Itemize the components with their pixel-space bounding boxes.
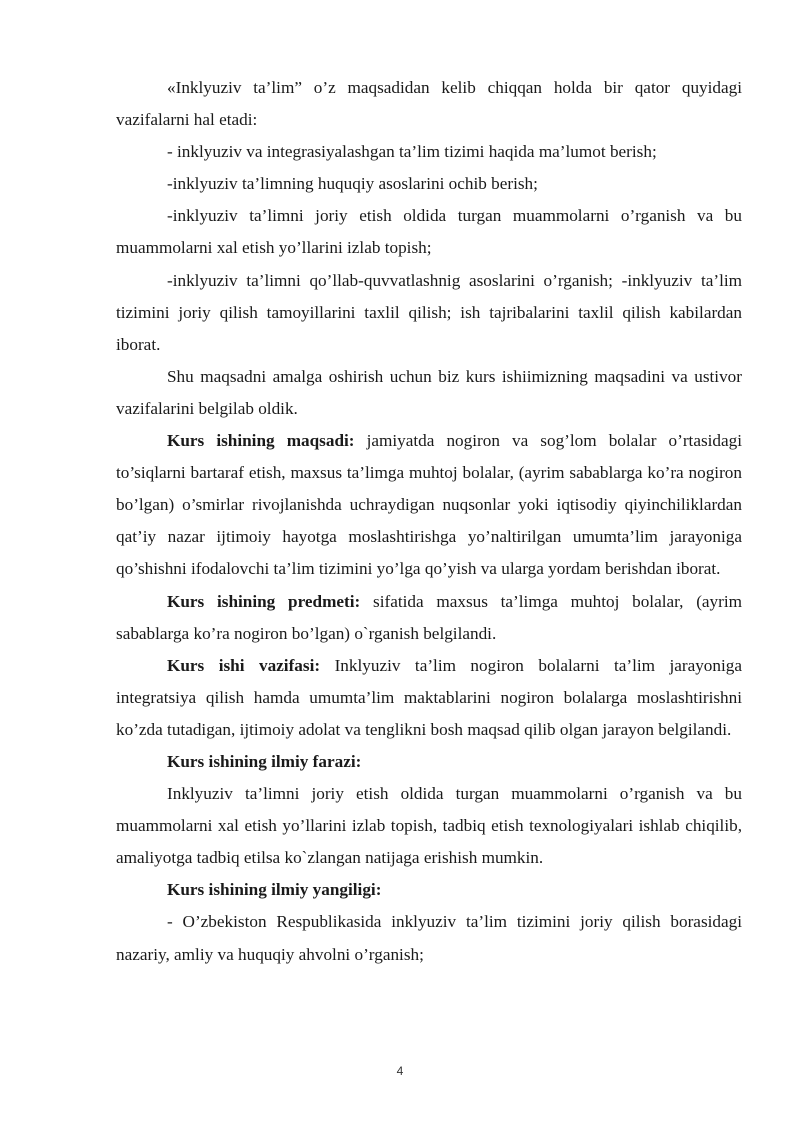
intro-paragraph: «Inklyuziv ta’lim” o’z maqsadidan kelib chiqqan holda bir qatоr quyidagi vazifalarni hal etadi:	[116, 78, 742, 130]
page-number: 4	[396, 1064, 404, 1078]
list-item: -inklyuziv ta’limning huquqiy asoslarini ochib berish;	[167, 174, 538, 194]
list-item: -inklyuziv ta’limni qo’llab-quvvatlashnig asoslarini o’rganish; -inklyuziv ta’lim tizimini joriy qilish tamoyillarini taxlil qilish; ish tajribalarini taxlil qilish kabilardan iborat.	[116, 270, 742, 354]
document-page	[116, 72, 742, 971]
list-item: - inklyuziv va integrasiyalashgan ta’lim tizimi haqida ma’lumot berish;	[167, 142, 657, 162]
subject-label: Kurs ishining predmeti:	[167, 591, 361, 611]
goal-text: jamiyatda nogiron va sog’lom bolalar o’rtasidagi to’siqlarni bartaraf etish, maxsus ta’limga muhtoj bolalar, (ayrim sabablarga ko’ra nogiron bo’lgan) o’smirlar rivojlanishda uchraydigan nuqsonlar yoki iqtisodiy qiyinchiliklardan qat’iy nazar ijtimoiy hayotga moslashtirishga yo’naltirilgan umumta’lim jarayoniga qo’shishni ifodalovchi ta’lim tizimini yo’lga qo’yish va ularga yordam berishdan iborat.	[116, 431, 743, 579]
subject-paragraph	[116, 586, 742, 650]
list-item: -inklyuziv ta’limni joriy etish oldida turgan muammolarni o’rganish va bu muammolarni xal etish yo’llarini izlab topish;	[116, 206, 742, 258]
goal-intro-paragraph: Shu maqsadni amalga oshirish uchun biz kurs ishiimizning maqsadini va ustivor vazifalarini belgilab oldik.	[116, 366, 742, 418]
subject-text: sifatida maxsus ta’limga muhtoj bolalar, (ayrim sabablarga ko’ra nogiron bo’lgan) o`rganish belgilandi.	[116, 591, 743, 643]
task-paragraph	[116, 650, 742, 746]
goal-paragraph	[116, 425, 742, 585]
hypothesis-paragraph: Inklyuziv ta’limni joriy etish oldida turgan muammolarni o’rganish va bu muammolarni xal etish yo’llarini izlab topish, tadbiq etish texnologiyalari ishlab chiqilib, amaliyotga tadbiq etilsa ko`zlangan natijaga erishish mumkin.	[116, 784, 742, 868]
list-item: - O’zbekiston Respublikasida inklyuziv ta’lim tizimini joriy qilish borasidagi nazariy, amliy va huquqiy ahvolni o’rganish;	[116, 912, 742, 964]
hypothesis-heading: Kurs ishining ilmiy farazi:	[167, 751, 362, 771]
task-text: Inklyuziv ta’lim nogiron bolalarni ta’lim jarayoniga integratsiya qilish hamda umumta’lim maktablarini nogiron bolalarga moslashtirishni ko’zda tutadigan, ijtimoiy adolat va tenglikni bosh maqsad qilib olgan jarayon belgilandi.	[116, 655, 742, 739]
task-label: Kurs ishi vazifasi:	[167, 655, 321, 675]
goal-label: Kurs ishining maqsadi:	[167, 431, 355, 451]
novelty-heading: Kurs ishining ilmiy yangiligi:	[167, 880, 382, 900]
